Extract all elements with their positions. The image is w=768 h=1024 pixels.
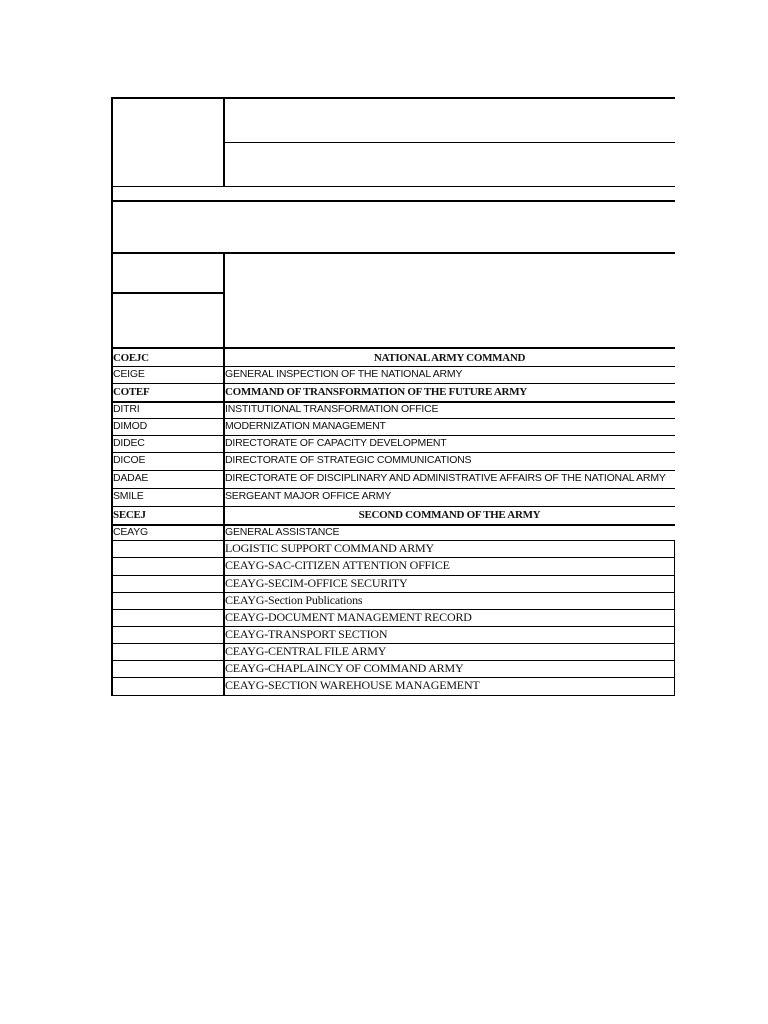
unit-code: SMILE [113, 490, 144, 502]
table-rule [111, 592, 113, 609]
table-rule [223, 401, 225, 418]
unit-code: DIMOD [113, 420, 147, 432]
table-rule [674, 677, 675, 696]
unit-full-name: DIRECTORATE OF CAPACITY DEVELOPMENT [225, 437, 447, 449]
unit-code: DICOE [113, 454, 146, 466]
table-row [111, 626, 675, 643]
unit-full-name: SECOND COMMAND OF THE ARMY [358, 509, 541, 521]
table-rule [223, 506, 225, 524]
table-row [111, 470, 675, 488]
table-rule [223, 592, 225, 609]
force-top-line [111, 200, 675, 202]
table-rule [223, 609, 225, 626]
table-rule [223, 540, 225, 557]
organization-name [115, 123, 223, 125]
table-rule [111, 488, 113, 506]
table-row [111, 401, 675, 418]
form-left-border [111, 97, 113, 349]
form-top-border [111, 97, 675, 99]
table-row [111, 349, 675, 366]
table-rule [223, 470, 225, 488]
table-rule [223, 677, 225, 695]
table-row [111, 609, 675, 626]
unit-full-name: CEAYG-SAC-CITIZEN ATTENTION OFFICE [225, 558, 450, 572]
unit-code: COEJC [113, 352, 149, 364]
table-rule [674, 592, 675, 610]
table-rule [674, 540, 675, 558]
unit-code: COTEF [113, 386, 150, 398]
unit-code: CEAYG [113, 526, 148, 538]
table-rule [111, 660, 113, 677]
table-rule [111, 695, 675, 696]
unit-full-name: LOGISTIC SUPPORT COMMAND ARMY [225, 541, 434, 555]
unit-full-name: GENERAL INSPECTION OF THE NATIONAL ARMY [225, 368, 463, 380]
force-bottom-line [111, 252, 675, 254]
table-row [111, 575, 675, 592]
header-bottom-line [111, 186, 675, 187]
table-row [111, 435, 675, 452]
unit-full-name: CEAYG-CENTRAL FILE ARMY [225, 644, 387, 658]
table-rule [223, 435, 225, 452]
table-rule [223, 488, 225, 506]
unit-full-name: GENERAL ASSISTANCE [225, 526, 340, 538]
table-rule [674, 626, 675, 644]
table-rule [223, 660, 225, 677]
unit-full-name: CEAYG-TRANSPORT SECTION [225, 627, 388, 641]
table-rule [111, 452, 113, 470]
unit-full-name: MODERNIZATION MANAGEMENT [225, 420, 386, 432]
table-rule [223, 524, 225, 540]
unit-full-name: DIRECTORATE OF STRATEGIC COMMUNICATIONS [225, 454, 472, 466]
table-rule [674, 643, 675, 661]
table-rule [674, 609, 675, 627]
unit-full-name: CEAYG-SECTION WAREHOUSE MANAGEMENT [225, 678, 480, 692]
table-row [111, 524, 675, 540]
table-row [111, 557, 675, 575]
table-rule [674, 575, 675, 593]
table-row [111, 660, 675, 677]
table-rule [223, 366, 225, 383]
table-rule [111, 383, 113, 401]
table-rule [111, 609, 113, 626]
table-row [111, 540, 675, 557]
unit-full-name: CEAYG-Section Publications [225, 593, 363, 607]
table-rule [111, 349, 113, 366]
table-rule [111, 540, 113, 557]
table-rule [223, 349, 225, 366]
table-rule [111, 470, 113, 488]
table-row [111, 383, 675, 401]
header-mid-line [223, 142, 675, 143]
unit-code: DIDEC [113, 437, 145, 449]
table-rule [674, 660, 675, 678]
table-rule [111, 575, 113, 592]
column-header-divider [223, 252, 225, 349]
table-row [111, 643, 675, 660]
unit-full-name: DIRECTORATE OF DISCIPLINARY AND ADMINISTRATIVE AFFAIRS OF THE NATIONAL ARMY [225, 472, 666, 484]
table-rule [111, 643, 113, 660]
table-rule [111, 435, 113, 452]
table-row [111, 488, 675, 506]
table-row [111, 452, 675, 470]
table-rule [223, 383, 225, 401]
unit-full-name: COMMAND OF TRANSFORMATION OF THE FUTURE ARMY [225, 386, 527, 398]
unit-code: DITRI [113, 403, 140, 415]
unit-full-name: CEAYG-DOCUMENT MANAGEMENT RECORD [225, 610, 472, 624]
table-rule [223, 557, 225, 575]
table-rule [223, 575, 225, 592]
table-rule [223, 626, 225, 643]
table-rule [111, 524, 113, 540]
table-rule [223, 418, 225, 435]
table-rule [111, 677, 113, 695]
unit-full-name: INSTITUTIONAL TRANSFORMATION OFFICE [225, 403, 439, 415]
table-rule [111, 418, 113, 435]
unit-full-name: NATIONAL ARMY COMMAND [373, 352, 526, 364]
unit-code: CEIGE [113, 368, 145, 380]
table-rule [111, 401, 113, 418]
unit-full-name: CEAYG-SECIM-OFFICE SECURITY [225, 576, 408, 590]
table-rule [111, 626, 113, 643]
table-row [111, 506, 675, 524]
table-rule [223, 643, 225, 660]
table-row [111, 592, 675, 609]
table-rule [223, 452, 225, 470]
table-row [111, 366, 675, 383]
tactical-sigla-divider [111, 292, 223, 294]
table-rule [111, 557, 113, 575]
unit-code: SECEJ [113, 509, 146, 521]
unit-code: DADAE [113, 472, 149, 484]
table-row [111, 677, 675, 695]
table-row [111, 418, 675, 435]
unit-full-name: SERGEANT MAJOR OFFICE ARMY [225, 490, 392, 502]
table-rule [111, 366, 113, 383]
table-rule [674, 557, 675, 576]
unit-full-name: CEAYG-CHAPLAINCY OF COMMAND ARMY [225, 661, 464, 675]
table-rule [111, 506, 113, 524]
